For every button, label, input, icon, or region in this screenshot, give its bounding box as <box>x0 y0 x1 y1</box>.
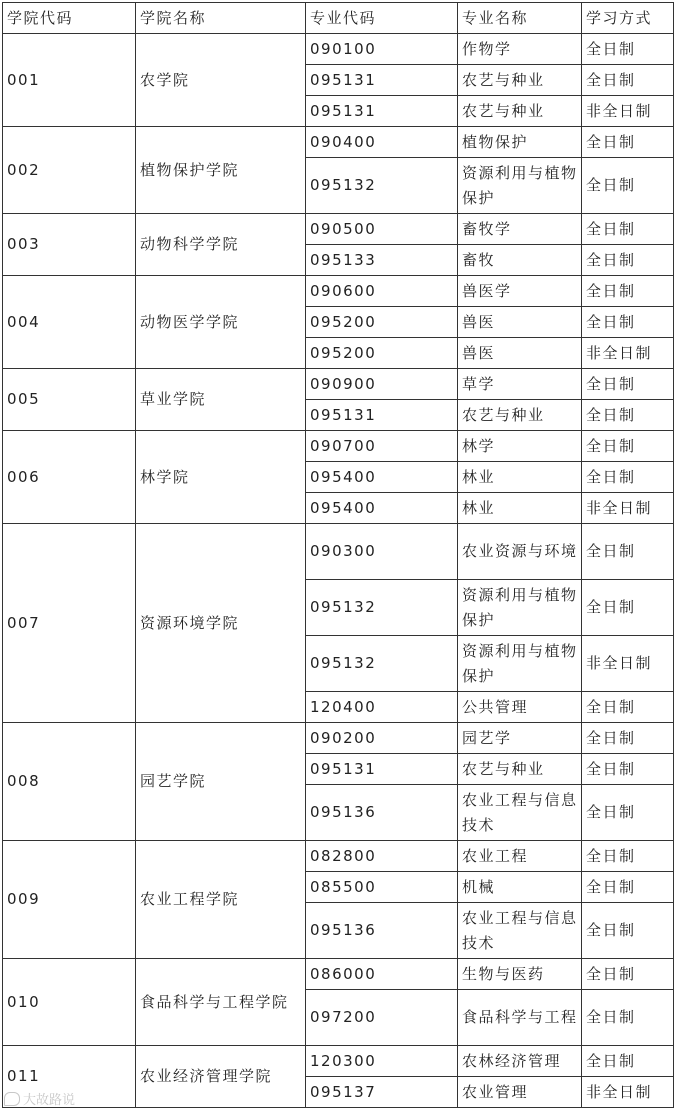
college-code: 001 <box>3 34 136 127</box>
major-code: 090600 <box>306 276 458 307</box>
major-name: 农业资源与环境 <box>458 524 582 580</box>
table-row <box>3 723 674 754</box>
study-mode: 全日制 <box>582 903 674 959</box>
major-name: 农艺与种业 <box>458 65 582 96</box>
study-mode: 全日制 <box>582 754 674 785</box>
college-name: 农业经济管理学院 <box>136 1046 306 1108</box>
study-mode: 全日制 <box>582 431 674 462</box>
college-name: 植物保护学院 <box>136 127 306 214</box>
major-code: 095200 <box>306 307 458 338</box>
college-name: 农业工程学院 <box>136 841 306 959</box>
college-name: 草业学院 <box>136 369 306 431</box>
major-name: 兽医学 <box>458 276 582 307</box>
major-name: 农业管理 <box>458 1077 582 1108</box>
study-mode: 全日制 <box>582 127 674 158</box>
study-mode: 全日制 <box>582 959 674 990</box>
enrollment-table <box>2 2 674 1108</box>
college-name: 林学院 <box>136 431 306 524</box>
major-code: 120300 <box>306 1046 458 1077</box>
table-row <box>3 524 674 580</box>
major-code: 095136 <box>306 903 458 959</box>
study-mode: 全日制 <box>582 158 674 214</box>
major-code: 090500 <box>306 214 458 245</box>
header-study-mode: 学习方式 <box>582 3 674 34</box>
major-name: 农艺与种业 <box>458 754 582 785</box>
major-code: 097200 <box>306 990 458 1046</box>
study-mode: 全日制 <box>582 872 674 903</box>
major-name: 园艺学 <box>458 723 582 754</box>
watermark-logo-icon <box>4 1092 20 1106</box>
table-row <box>3 127 674 158</box>
header-row <box>3 3 674 34</box>
college-name: 园艺学院 <box>136 723 306 841</box>
study-mode: 全日制 <box>582 692 674 723</box>
header-major-code: 专业代码 <box>306 3 458 34</box>
major-code: 090900 <box>306 369 458 400</box>
major-code: 082800 <box>306 841 458 872</box>
study-mode: 全日制 <box>582 990 674 1046</box>
study-mode: 全日制 <box>582 785 674 841</box>
major-code: 095400 <box>306 493 458 524</box>
study-mode: 全日制 <box>582 462 674 493</box>
table-row <box>3 431 674 462</box>
study-mode: 非全日制 <box>582 1077 674 1108</box>
major-name: 农艺与种业 <box>458 96 582 127</box>
major-code: 095133 <box>306 245 458 276</box>
major-code: 095132 <box>306 636 458 692</box>
watermark <box>4 1089 75 1108</box>
major-name: 草学 <box>458 369 582 400</box>
college-name: 食品科学与工程学院 <box>136 959 306 1046</box>
major-name: 兽医 <box>458 307 582 338</box>
college-code: 009 <box>3 841 136 959</box>
college-code: 011 <box>3 1046 136 1108</box>
major-name: 作物学 <box>458 34 582 65</box>
major-name: 资源利用与植物保护 <box>458 636 582 692</box>
major-code: 120400 <box>306 692 458 723</box>
college-code: 005 <box>3 369 136 431</box>
college-code: 002 <box>3 127 136 214</box>
major-name: 畜牧 <box>458 245 582 276</box>
college-name: 资源环境学院 <box>136 524 306 723</box>
major-code: 086000 <box>306 959 458 990</box>
major-name: 林业 <box>458 462 582 493</box>
major-code: 090300 <box>306 524 458 580</box>
major-name: 兽医 <box>458 338 582 369</box>
major-code: 090200 <box>306 723 458 754</box>
college-name: 动物科学学院 <box>136 214 306 276</box>
major-code: 085500 <box>306 872 458 903</box>
major-code: 095131 <box>306 400 458 431</box>
college-code: 008 <box>3 723 136 841</box>
major-name: 农艺与种业 <box>458 400 582 431</box>
major-name: 生物与医药 <box>458 959 582 990</box>
table-row <box>3 34 674 65</box>
major-code: 095200 <box>306 338 458 369</box>
study-mode: 全日制 <box>582 276 674 307</box>
major-name: 畜牧学 <box>458 214 582 245</box>
table-row <box>3 959 674 990</box>
college-name: 动物医学学院 <box>136 276 306 369</box>
table-row <box>3 1046 674 1077</box>
major-name: 食品科学与工程 <box>458 990 582 1046</box>
major-name: 农林经济管理 <box>458 1046 582 1077</box>
major-code: 095136 <box>306 785 458 841</box>
study-mode: 全日制 <box>582 400 674 431</box>
study-mode: 全日制 <box>582 524 674 580</box>
major-code: 090100 <box>306 34 458 65</box>
study-mode: 全日制 <box>582 580 674 636</box>
table-body <box>3 34 674 1108</box>
study-mode: 全日制 <box>582 214 674 245</box>
major-code: 095132 <box>306 158 458 214</box>
college-code: 010 <box>3 959 136 1046</box>
watermark-text: 大故路说 <box>23 1093 76 1108</box>
major-name: 公共管理 <box>458 692 582 723</box>
study-mode: 全日制 <box>582 723 674 754</box>
major-name: 农业工程与信息技术 <box>458 785 582 841</box>
major-name: 机械 <box>458 872 582 903</box>
college-name: 农学院 <box>136 34 306 127</box>
major-code: 095131 <box>306 754 458 785</box>
study-mode: 非全日制 <box>582 96 674 127</box>
study-mode: 全日制 <box>582 841 674 872</box>
study-mode: 非全日制 <box>582 636 674 692</box>
major-code: 095131 <box>306 65 458 96</box>
table-row <box>3 276 674 307</box>
study-mode: 全日制 <box>582 307 674 338</box>
study-mode: 全日制 <box>582 1046 674 1077</box>
study-mode: 非全日制 <box>582 338 674 369</box>
study-mode: 全日制 <box>582 369 674 400</box>
major-code: 095137 <box>306 1077 458 1108</box>
major-name: 资源利用与植物保护 <box>458 158 582 214</box>
major-code: 095131 <box>306 96 458 127</box>
table-row <box>3 841 674 872</box>
major-name: 植物保护 <box>458 127 582 158</box>
major-name: 农业工程与信息技术 <box>458 903 582 959</box>
major-code: 090400 <box>306 127 458 158</box>
study-mode: 全日制 <box>582 245 674 276</box>
major-name: 资源利用与植物保护 <box>458 580 582 636</box>
major-name: 林业 <box>458 493 582 524</box>
college-code: 006 <box>3 431 136 524</box>
major-code: 095132 <box>306 580 458 636</box>
header-college-code: 学院代码 <box>3 3 136 34</box>
header-college-name: 学院名称 <box>136 3 306 34</box>
college-code: 004 <box>3 276 136 369</box>
major-code: 090700 <box>306 431 458 462</box>
major-name: 林学 <box>458 431 582 462</box>
study-mode: 非全日制 <box>582 493 674 524</box>
major-code: 095400 <box>306 462 458 493</box>
table-row <box>3 369 674 400</box>
study-mode: 全日制 <box>582 65 674 96</box>
header-major-name: 专业名称 <box>458 3 582 34</box>
college-code: 007 <box>3 524 136 723</box>
major-name: 农业工程 <box>458 841 582 872</box>
table-row <box>3 214 674 245</box>
college-code: 003 <box>3 214 136 276</box>
study-mode: 全日制 <box>582 34 674 65</box>
